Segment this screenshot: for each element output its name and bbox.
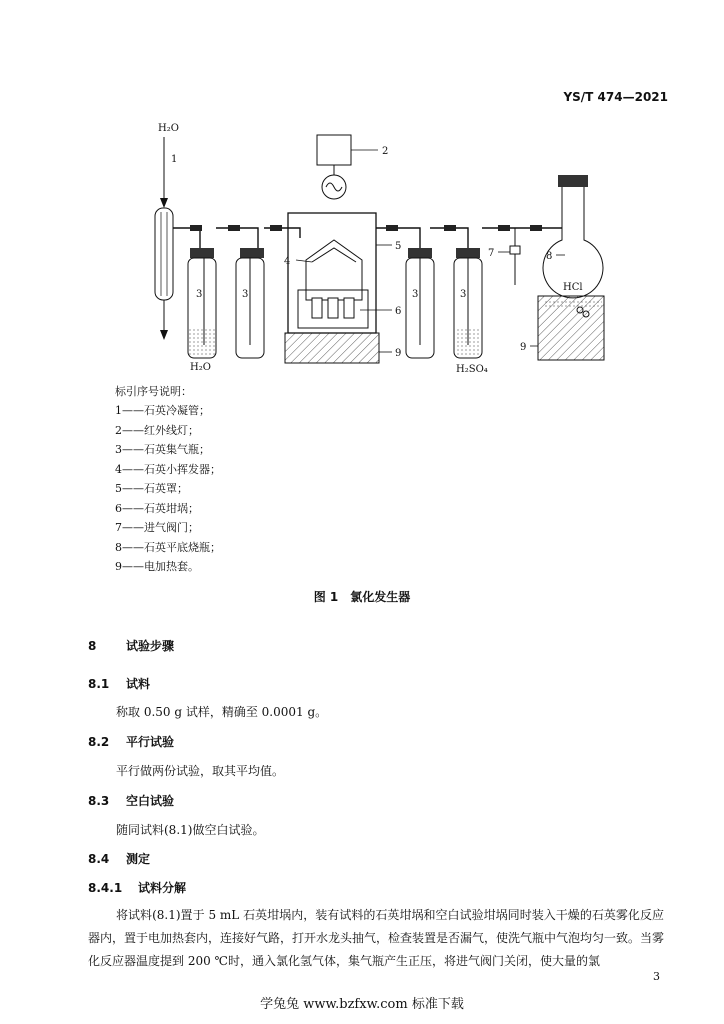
label-h2o-bottom: H₂O (190, 362, 211, 373)
legend-item: 3——石英集气瓶； (115, 443, 210, 456)
label-8: 8 (546, 251, 553, 262)
label-4: 4 (284, 256, 291, 267)
label-9b: 9 (520, 342, 527, 353)
legend-title: 标引序号说明： (115, 385, 192, 398)
legend-item: 1——石英冷凝管； (115, 404, 210, 417)
heater-right (520, 296, 604, 360)
legend-item: 9——电加热套。 (115, 560, 199, 573)
gas-bottle-c (406, 248, 434, 358)
inlet-valve (488, 228, 520, 285)
apparatus-diagram (0, 0, 724, 380)
section-8-3-text: 随同试料(8.1)做空白试验。 (116, 823, 265, 837)
label-3a: 3 (196, 289, 203, 300)
label-9a: 9 (395, 348, 402, 359)
legend-item: 8——石英平底烧瓶； (115, 540, 221, 554)
label-3d: 3 (460, 289, 467, 300)
label-3b: 3 (242, 289, 249, 300)
infrared-lamp (317, 135, 388, 199)
section-8-heading: 8 试验步骤 (88, 639, 175, 653)
quartz-condenser (155, 208, 173, 340)
section-8-1-text: 称取 0.50 g 试样，精确至 0.0001 g。 (116, 705, 328, 719)
heater-left (285, 333, 401, 363)
label-1: 1 (171, 154, 178, 165)
label-h2o-top: H₂O (158, 123, 179, 134)
figure-caption: 图 1 氯化发生器 (313, 590, 411, 604)
legend-item: 5——石英罩； (115, 482, 188, 495)
volatilizer (284, 240, 368, 328)
label-h2so4: H₂SO₄ (456, 364, 488, 375)
section-8-2-heading: 8.2 平行试验 (88, 735, 175, 749)
section-8-4-heading: 8.4 测定 (88, 852, 151, 866)
legend-item: 7——进气阀门； (115, 521, 199, 534)
page-number: 3 (653, 970, 660, 983)
gas-bottle-a (188, 248, 216, 358)
label-hcl: HCl (563, 282, 583, 293)
legend-list (115, 401, 221, 577)
label-6: 6 (395, 306, 402, 317)
section-8-2-text: 平行做两份试验，取其平均值。 (116, 764, 285, 778)
section-8-1-heading: 8.1 试料 (88, 677, 151, 691)
section-8-3-heading: 8.3 空白试验 (88, 794, 175, 808)
footer-watermark: 学兔兔 www.bzfxw.com 标准下载 (260, 997, 464, 1012)
label-3c: 3 (412, 289, 419, 300)
section-8-4-1-text: 将试料(8.1)置于 5 mL 石英坩埚内，装有试料的石英坩埚和空白试验坩埚同时装入干燥的石英雾化反应器内，置于电加热套内，连接好气路，打开水龙头抽气，检查装置是否漏气，使洗气瓶中气泡均匀一致。当雾化反应器温度提到 200 ℃时，通入氯化氢气体，集气瓶产生正压，将进气阀门关闭，使大量的氯 (88, 908, 665, 968)
crucibles (312, 298, 401, 318)
section-8-4-1-heading: 8.4.1 试料分解 (88, 881, 187, 895)
label-2: 2 (382, 146, 389, 157)
legend-item: 4——石英小挥发器； (115, 462, 221, 476)
label-7: 7 (488, 248, 495, 259)
gas-bottle-d (454, 248, 482, 358)
legend-item: 2——红外线灯； (115, 423, 199, 437)
label-5: 5 (395, 241, 402, 252)
legend-item: 6——石英坩埚； (115, 501, 199, 515)
document-code: YS/T 474—2021 (563, 90, 668, 104)
gas-bottle-b (236, 248, 264, 358)
